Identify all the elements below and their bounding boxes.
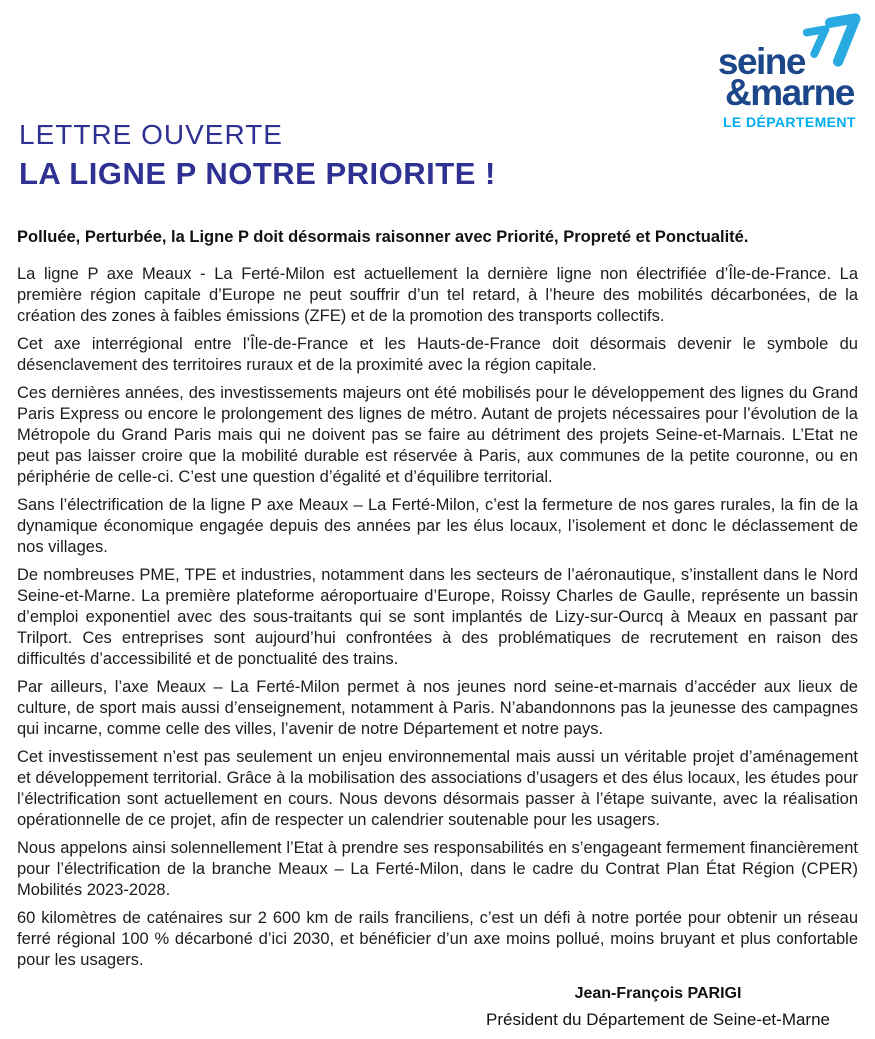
logo-seine-text: seine — [717, 40, 805, 82]
page-title-main: LA LIGNE P NOTRE PRIORITE ! — [19, 155, 496, 191]
letter-paragraph: La ligne P axe Meaux - La Ferté-Milon est actuellement la dernière ligne non électrifiée d’Île-de-France. La première région capitale d’Europe ne peut souffrir d’un tel retard, à l’heure des mobilités décarbonées, de la création des zones à faibles émissions (ZFE) et de la promotion des transports collectifs. — [17, 264, 858, 325]
signature-name: Jean-François PARIGI — [574, 984, 742, 1002]
letter-paragraph: Ces dernières années, des investissements majeurs ont été mobilisés pour le développement des lignes du Grand Paris Express ou encore le prolongement des lignes de métro. Autant de projets nécessaires pour l’évolution de la Métropole du Grand Paris mais qui ne doivent pas se faire au détriment des projets Seine-et-Marnais. L’Etat ne peut pas laisser croire que la mobilité durable est réservée à Paris, aux communes de la petite couronne, ou en périphérie de celle-ci. C’est une question d’égalité et d’équilibre territorial. — [17, 383, 858, 486]
letter-body — [17, 227, 858, 971]
logo-tagline: LE DÉPARTEMENT — [722, 114, 856, 131]
letter-paragraph: Cet investissement n’est pas seulement un enjeu environnemental mais aussi un véritable projet d’aménagement et développement territorial. Grâce à la mobilisation des associations d’usagers et des élus locaux, les études pour l’électrification sont actuellement en cours. Nous devons désormais passer à l’étape suivante, avec la réalisation opérationnelle de ce projet, afin de respecter un calendrier soutenable pour les usagers. — [17, 747, 858, 829]
letter-paragraph: Par ailleurs, l’axe Meaux – La Ferté-Milon permet à nos jeunes nord seine-et-marnais d’accéder aux lieux de culture, de sport mais aussi d’enseignement, notamment à Paris. N’abandonnons pas la jeunesse des campagnes qui incarne, comme celle des villes, l’avenir de notre Département et notre pays. — [17, 677, 858, 738]
logo-77-icon — [803, 12, 861, 68]
logo-top-row — [717, 12, 861, 82]
letter-paragraph: 60 kilomètres de caténaires sur 2 600 km de rails franciliens, c’est un défi à notre portée pour obtenir un réseau ferré régional 100 % décarboné d’ici 2030, et bénéficier d’un axe moins pollué, moins bruyant et plus confortable pour les usagers. — [17, 908, 858, 969]
letter-paragraph: Sans l’électrification de la ligne P axe Meaux – La Ferté-Milon, c’est la fermeture de nos gares rurales, la fin de la dynamique économique engagée depuis des années par les élus locaux, l’isolement et donc le déclassement de nos villages. — [17, 495, 858, 556]
signature-block — [486, 983, 830, 1030]
page-title-kicker: LETTRE OUVERTE — [19, 119, 283, 150]
signature-role: Président du Département de Seine-et-Marne — [486, 1009, 830, 1029]
letter-paragraph: Nous appelons ainsi solennellement l’Etat à prendre ses responsabilités en s’engageant fermement financièrement pour l’électrification de la branche Meaux – La Ferté-Milon, dans le cadre du Contrat Plan État Région (CPER) Mobilités 2023-2028. — [17, 838, 858, 899]
letter-lead-line: Polluée, Perturbée, la Ligne P doit désormais raisonner avec Priorité, Propreté et Ponctualité. — [17, 227, 749, 246]
letter-paragraph: De nombreuses PME, TPE et industries, notamment dans les secteurs de l’aéronautique, s’installent dans le Nord Seine-et-Marne. La première plateforme aéroportuaire d’Europe, Roissy Charles de Gaulle, représente un bassin d’emploi exponentiel avec des sous-traitants qui se sont implantés de Lizy-sur-Ourcq à Meaux en passant par Trilport. Ces entreprises sont aujourd’hui confrontées à des problématiques de recrutement en raison des difficultés d’accessibilité et de ponctualité des trains. — [17, 565, 858, 668]
logo-marne-text: &marne — [725, 72, 854, 113]
department-logo — [718, 12, 861, 129]
letter-paragraph: Cet axe interrégional entre l’Île-de-France et les Hauts-de-France doit désormais devenir le symbole du désenclavement des territoires ruraux et de la proximité avec la région capitale. — [17, 334, 858, 374]
